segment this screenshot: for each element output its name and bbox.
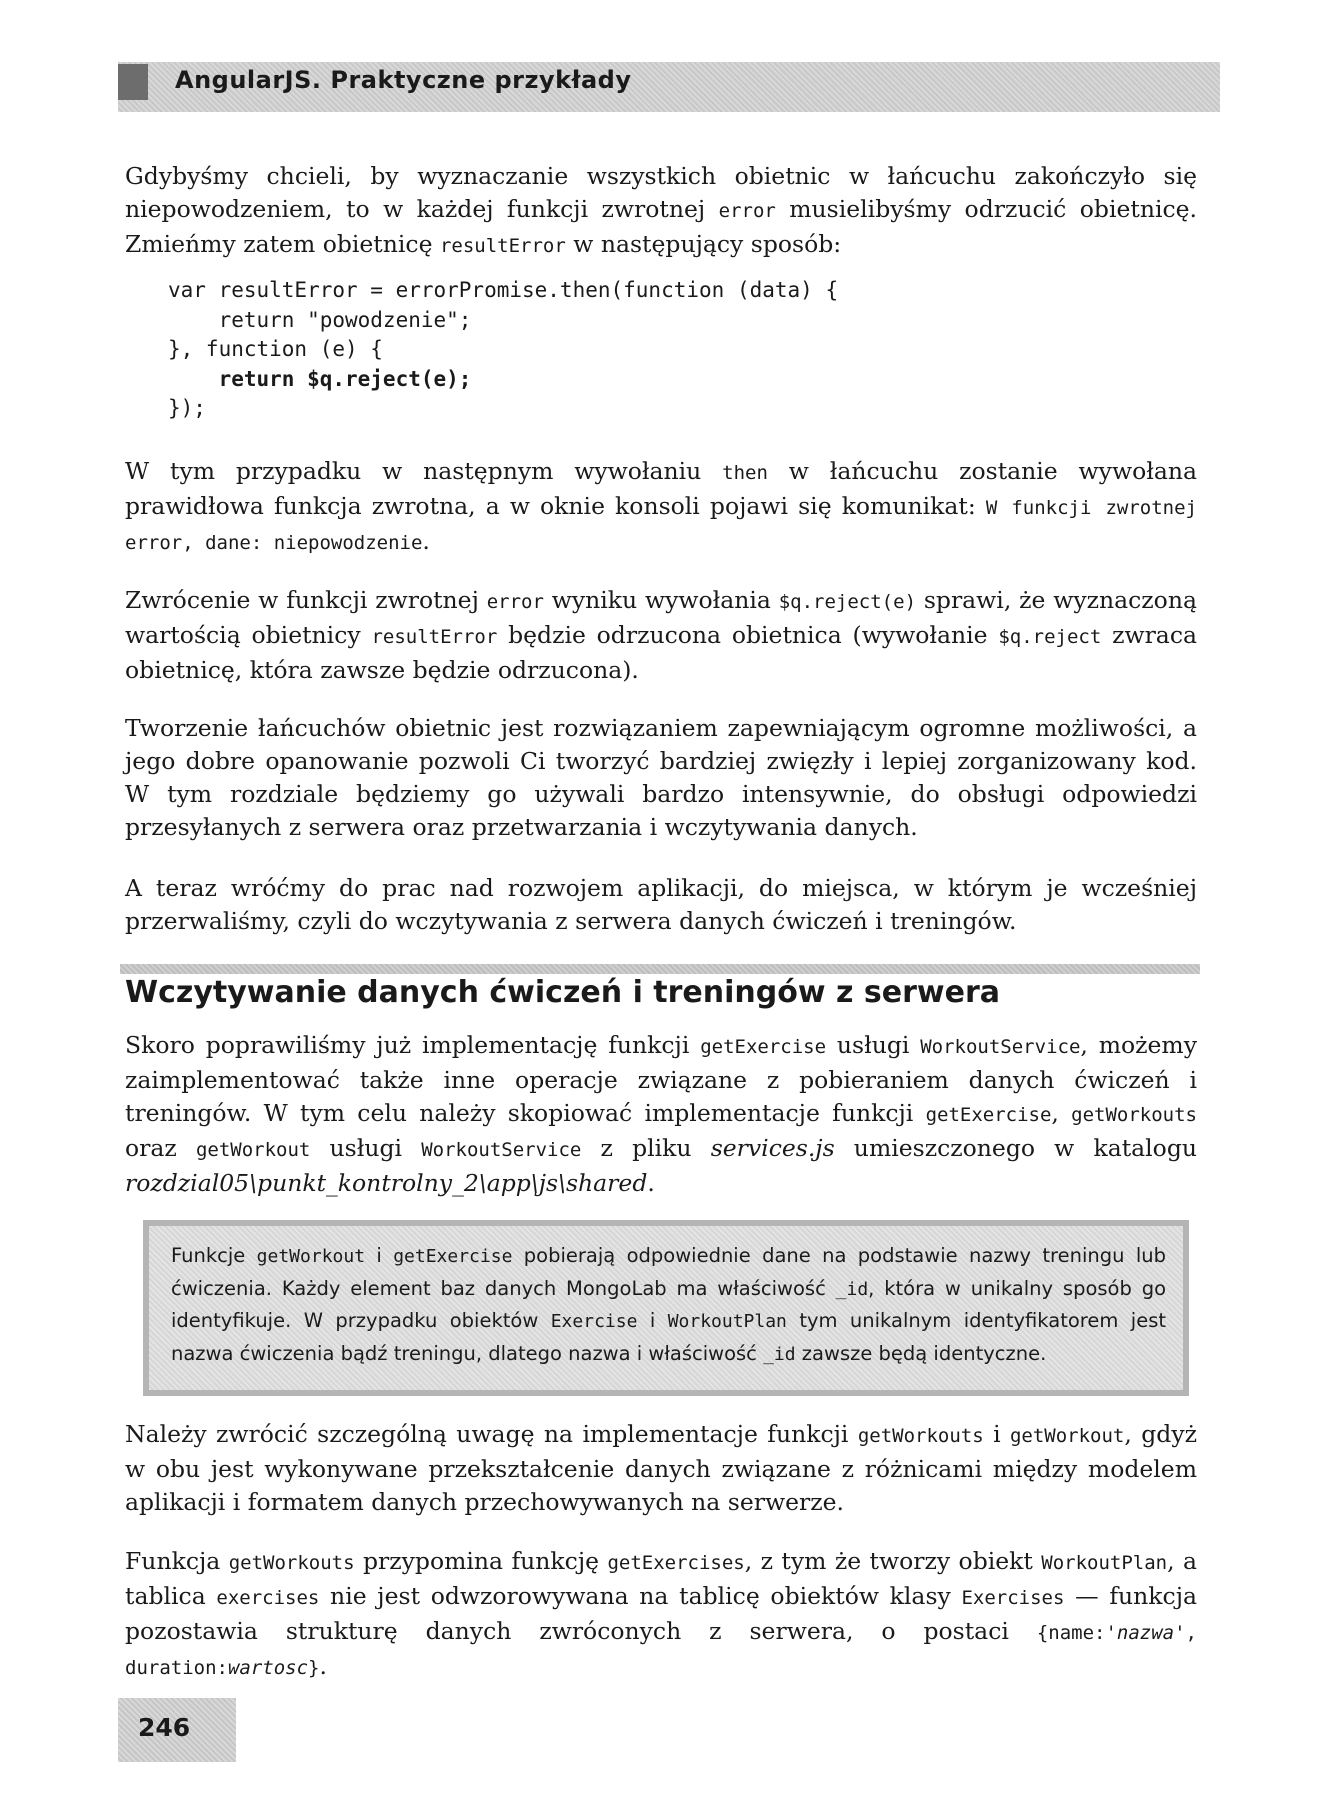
inline-code: Exercises (961, 1587, 1065, 1609)
inline-code: $q.reject (998, 626, 1102, 648)
running-header-title: AngularJS. Praktyczne przykłady (175, 66, 632, 94)
inline-code: WorkoutPlan (667, 1311, 787, 1332)
text: będzie odrzucona obietnica (wywołanie (497, 621, 999, 649)
inline-code: getExercise (700, 1036, 827, 1058)
text: i (637, 1309, 668, 1332)
text: pobierają odpowiednie dane na podstawie nazwy treningu lub ćwiczenia. Każdy element baz danych MongoLab ma właściwość (171, 1244, 1166, 1300)
inline-code: exercises (216, 1587, 320, 1609)
inline-code: getWorkouts (1071, 1104, 1197, 1126)
text: , a tablica (125, 1547, 1198, 1610)
text: , (1051, 1099, 1072, 1127)
code-block (168, 276, 838, 424)
paragraph-8 (125, 1545, 1197, 1685)
text: umieszczonego w katalogu (834, 1134, 1198, 1162)
text: . (647, 1169, 655, 1197)
paragraph-2 (125, 455, 1197, 560)
inline-code: {name: (1036, 1622, 1106, 1644)
paragraph-1 (125, 160, 1197, 263)
paragraph-4: Tworzenie łańcuchów obietnic jest rozwiązaniem zapewniającym ogromne możliwości, a jego dobre opanowanie pozwoli Ci tworzyć bardziej zwięzły i lepiej zorganizowany kod. W tym rozdziale będziemy go używali bardzo intensywnie, do obsługi odpowiedzi przesyłanych z serwera oraz przetwarzania i wczytywania danych. (125, 714, 1197, 841)
paragraph-3 (125, 584, 1197, 687)
text: tym unikalnym identyfikatorem jest nazwa ćwiczenia bądź treningu, dlatego nazwa i właściwość (171, 1309, 1167, 1365)
code-line: }); (168, 396, 206, 420)
text: Należy zwrócić szczególną uwagę na implementacje funkcji (125, 1420, 858, 1448)
inline-code-italic: wartosc (227, 1657, 309, 1679)
text: . (422, 527, 430, 555)
inline-code: then (722, 462, 768, 484)
text: W tym przypadku w następnym wywołaniu (125, 457, 723, 485)
text: sprawi, że wyznaczoną wartością obietnicy (125, 586, 1197, 649)
section-rule (120, 964, 1200, 974)
text: , z tym że tworzy obiekt (744, 1547, 1042, 1575)
inline-code: getWorkout (256, 1246, 366, 1267)
paragraph-5: A teraz wróćmy do prac nad rozwojem aplikacji, do miejsca, w którym je wcześniej przerwaliśmy, czyli do wczytywania z serwera danych ćwiczeń i treningów. (125, 874, 1197, 935)
text: , która w unikalny sposób go identyfikuje. W przypadku obiektów (171, 1276, 1166, 1332)
inline-code: error (486, 591, 544, 613)
text: i (983, 1420, 1010, 1448)
text: przypomina funkcję (354, 1547, 608, 1575)
inline-code: _id (835, 1278, 869, 1300)
inline-code: WorkoutService (920, 1036, 1081, 1058)
text: w łańcuchu zostanie wywołana prawidłowa funkcja zwrotna, a w oknie konsoli pojawi się komunikat: (125, 457, 1197, 520)
text: i (365, 1244, 394, 1267)
text: w następujący sposób: (565, 230, 842, 258)
inline-code: resultError (439, 235, 566, 257)
text: Funkcje (171, 1244, 257, 1267)
text: z pliku (581, 1134, 711, 1162)
inline-code: getExercise (925, 1104, 1052, 1126)
code-line-bold: return $q.reject(e); (168, 366, 472, 391)
inline-code: Exercise (550, 1311, 638, 1332)
directory-path: rozdzial05\punkt_kontrolny_2\app\js\shared (125, 1169, 648, 1197)
text: usługi (826, 1031, 921, 1059)
text: — funkcja pozostawia strukturę danych zwróconych z serwera, o postaci (125, 1582, 1197, 1645)
inline-code: getWorkouts (228, 1552, 355, 1574)
inline-code: } (308, 1657, 320, 1679)
text: oraz (125, 1134, 196, 1162)
text: Funkcja (125, 1547, 229, 1575)
text: wyniku wywołania (543, 586, 779, 614)
text: musielibyśmy odrzucić obietnicę. Zmieńmy zatem obietnicę (125, 195, 1198, 258)
paragraph-6 (125, 1029, 1197, 1200)
inline-code: $q.reject(e) (778, 591, 917, 613)
inline-code: resultError (371, 626, 498, 648)
note-text (171, 1240, 1166, 1370)
text: Zwrócenie w funkcji zwrotnej (125, 586, 487, 614)
text: . (319, 1652, 327, 1680)
inline-code: error (718, 200, 776, 222)
inline-code: getExercises (607, 1552, 745, 1574)
header-tab-marker (118, 64, 148, 100)
inline-code: WorkoutService (421, 1139, 582, 1161)
note-box (143, 1220, 1189, 1396)
paragraph-7 (125, 1418, 1197, 1519)
section-heading: Wczytywanie danych ćwiczeń i treningów z serwera (125, 975, 1001, 1010)
text: Gdybyśmy chcieli, by wyznaczanie wszystkich obietnic w łańcuchu zakończyło się niepowodzeniem, to w każdej funkcji zwrotnej (125, 162, 1197, 223)
text: zawsze będą identyczne. (795, 1341, 1047, 1365)
code-line: return "powodzenie"; (168, 307, 472, 332)
text: Skoro poprawiliśmy już implementację funkcji (125, 1031, 701, 1059)
file-name: services.js (710, 1134, 835, 1162)
text: zwraca obietnicę, która zawsze będzie odrzucona). (125, 621, 1197, 684)
inline-code: getWorkout (195, 1139, 311, 1161)
inline-code-italic: 'nazwa' (1105, 1622, 1186, 1644)
inline-code: getWorkouts (857, 1425, 984, 1447)
text: , możemy zaimplementować także inne operacje związane z pobieraniem danych ćwiczeń i treningów. W tym celu należy skopiować implementacje funkcji (125, 1031, 1197, 1127)
inline-code: , duration: (125, 1622, 1197, 1679)
inline-code: getExercise (393, 1246, 513, 1267)
text: nie jest odwzorowywana na tablicę obiektów klasy (319, 1582, 962, 1610)
inline-code: W funkcji zwrotnej error, dane: niepowodzenie (125, 497, 1197, 554)
text: , gdyż w obu jest wykonywane przekształcenie danych związane z różnicami między modelem aplikacji i formatem danych przechowywanych na serwerze. (125, 1420, 1197, 1516)
code-line: var resultError = errorPromise.then(function (data) { (168, 278, 839, 302)
inline-code: WorkoutPlan (1041, 1552, 1168, 1574)
code-line: }, function (e) { (168, 337, 383, 361)
text: usługi (310, 1134, 422, 1162)
inline-code: _id (763, 1343, 796, 1365)
page-number: 246 (138, 1713, 191, 1742)
inline-code: getWorkout (1009, 1425, 1125, 1447)
